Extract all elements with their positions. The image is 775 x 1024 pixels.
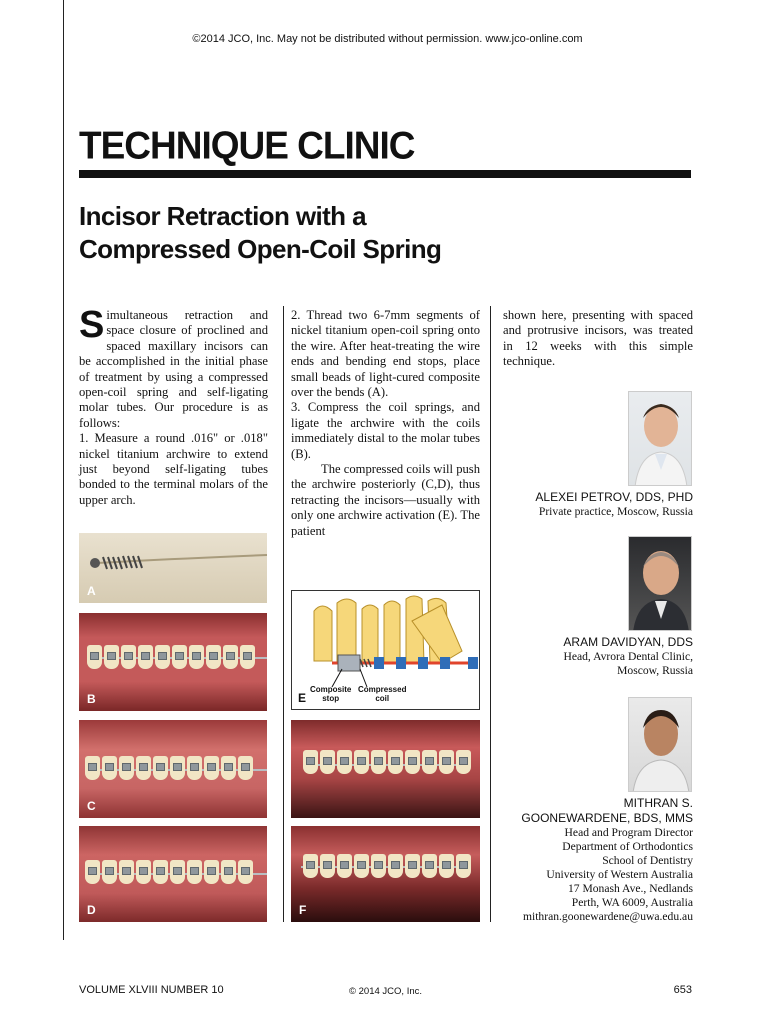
drop-cap: S bbox=[79, 304, 105, 346]
figure-a-photo bbox=[79, 533, 267, 603]
figure-d-photo bbox=[79, 826, 267, 922]
author-affiliation-line: Moscow, Russia bbox=[617, 664, 693, 677]
footer-copyright: © 2014 JCO, Inc. bbox=[349, 986, 423, 997]
article-title-line-2: Compressed Open-Coil Spring bbox=[79, 234, 442, 264]
body-column-3 bbox=[503, 308, 693, 370]
teeth-row bbox=[87, 645, 255, 669]
figure-a-label: A bbox=[87, 584, 96, 598]
figure-b-photo bbox=[79, 613, 267, 711]
body-column-1 bbox=[79, 304, 268, 508]
article-title bbox=[79, 200, 679, 266]
left-margin-rule bbox=[63, 0, 64, 940]
author-name-line-1: MITHRAN S. bbox=[623, 796, 693, 810]
author-petrov bbox=[503, 490, 693, 519]
closing-paragraph: shown here, presenting with spaced and protrusive incisors, was treated in 12 weeks with this simple technique. bbox=[503, 308, 693, 369]
step-2: 2. Thread two 6-7mm segments of nickel titanium open-coil spring onto the wire. After heat-treating the wire ends and bending end stops, place small beads of light-cured composite over the bends (A). bbox=[291, 308, 480, 400]
step-1: 1. Measure a round .016" or .018" nickel titanium archwire to extend just beyond self-ligating tubes bonded to the terminal molars of the upper arch. bbox=[79, 431, 268, 507]
footer-volume: VOLUME XLVIII NUMBER 10 bbox=[79, 984, 224, 996]
author-affiliation-line: School of Dentistry bbox=[602, 854, 693, 867]
body-column-2 bbox=[291, 308, 480, 539]
body-paragraph: The compressed coils will push the archwire posteriorly (C,D), thus retracting the incisors—usually with only one archwire activation (E). The patient bbox=[291, 462, 480, 538]
author-portrait-goonewardene bbox=[628, 697, 692, 792]
author-name-line-2: GOONEWARDENE, BDS, MMS bbox=[521, 811, 693, 825]
section-title-rule bbox=[79, 170, 691, 178]
page-number: 653 bbox=[673, 984, 692, 996]
author-affiliation: Private practice, Moscow, Russia bbox=[538, 505, 693, 518]
article-title-line-1: Incisor Retraction with a bbox=[79, 201, 366, 231]
figure-b-label: B bbox=[87, 692, 96, 706]
figure-e-diagram bbox=[291, 590, 480, 710]
figure-c-photo bbox=[79, 720, 267, 818]
compressed-coil-label: Compressed coil bbox=[358, 685, 407, 703]
author-portrait-petrov bbox=[628, 391, 692, 486]
column-divider-1 bbox=[283, 306, 284, 922]
author-name: ARAM DAVIDYAN, DDS bbox=[563, 635, 693, 649]
figure-f-label: F bbox=[299, 903, 307, 917]
figure-d-label: D bbox=[87, 903, 96, 917]
frontal-smile-photo-1 bbox=[291, 720, 480, 818]
composite-stop-label: Composite stop bbox=[310, 685, 352, 703]
author-goonewardene bbox=[503, 796, 693, 924]
figure-f-photo bbox=[291, 826, 480, 922]
step-3: 3. Compress the coil springs, and ligate the archwire with the coils immediately distal to the molar tubes (B). bbox=[291, 400, 480, 461]
archwire-coil-illustration bbox=[79, 533, 267, 603]
intro-paragraph: Simultaneous retraction and space closure of proclined and spaced maxillary incisors can be accomplished in the initial phase of treatment by using a compressed open-coil spring and self-ligating molar tubes. Our procedure is as follows: bbox=[79, 304, 268, 430]
author-affiliation-line: Head, Avrora Dental Clinic, bbox=[563, 650, 693, 663]
section-title: TECHNIQUE CLINIC bbox=[79, 124, 415, 168]
author-affiliation-line: University of Western Australia bbox=[546, 868, 693, 881]
figure-e-label: E bbox=[298, 691, 307, 705]
column-divider-2 bbox=[490, 306, 491, 922]
author-affiliation-line: Perth, WA 6009, Australia bbox=[571, 896, 693, 909]
author-email: mithran.goonewardene@uwa.edu.au bbox=[522, 910, 693, 923]
author-davidyan bbox=[503, 635, 693, 678]
figure-c-label: C bbox=[87, 799, 96, 813]
author-affiliation-line: Head and Program Director bbox=[564, 826, 693, 839]
author-affiliation-line: Department of Orthodontics bbox=[562, 840, 693, 853]
author-name: ALEXEI PETROV, DDS, PHD bbox=[535, 490, 693, 504]
author-affiliation-line: 17 Monash Ave., Nedlands bbox=[567, 882, 693, 895]
copyright-banner: ©2014 JCO, Inc. May not be distributed without permission. www.jco-online.com bbox=[192, 33, 583, 45]
author-portrait-davidyan bbox=[628, 536, 692, 631]
